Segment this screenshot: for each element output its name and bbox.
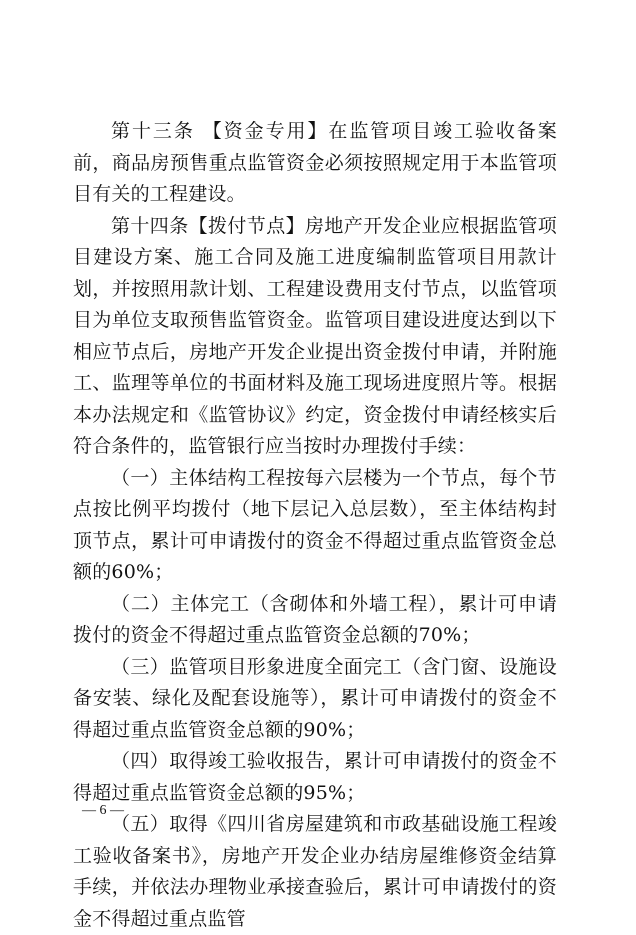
node-item-2: （二）主体完工（含砌体和外墙工程），累计可申请拨付的资金不得超过重点监管资金总额的70%； [73,592,557,646]
article-13-paragraph: 第十三条 【资金专用】在监管项目竣工验收备案前，商品房预售重点监管资金必须按照规定用于本监管项目有关的工程建设。 [73,120,557,205]
article-14-paragraph: 第十四条【拨付节点】房地产开发企业应根据监管项目建设方案、施工合同及施工进度编制监管项目用款计划，并按照用款计划、工程建设费用支付节点，以监管项目为单位支取预售监管资金。监管项目建设进度达到以下相应节点后，房地产开发企业提出资金拨付申请，并附施工、监理等单位的书面材料及施工现场进度照片等。根据本办法规定和《监管协议》约定，资金拨付申请经核实后符合条件的，监管银行应当按时办理拨付手续： [73,214,557,457]
page-number: — 6 — [82,803,124,818]
node-item-3: （三）监管项目形象进度全面完工（含门窗、设施设备安装、绿化及配套设施等），累计可申请拨付的资金不得超过重点监管资金总额的90%； [73,655,557,741]
node-item-1: （一）主体结构工程按每六层楼为一个节点，每个节点按比例平均拨付（地下层记入总层数），至主体结构封顶节点，累计可申请拨付的资金不得超过重点监管资金总额的60%； [73,466,557,583]
node-item-4: （四）取得竣工验收报告，累计可申请拨付的资金不得超过重点监管资金总额的95%； [73,750,557,804]
node-item-5: （五）取得《四川省房屋建筑和市政基础设施工程竣工验收备案书》，房地产开发企业办结房屋维修资金结算手续，并依法办理物业承接查验后，累计可申请拨付的资金不得超过重点监管 [73,813,557,930]
document-body [73,116,557,935]
